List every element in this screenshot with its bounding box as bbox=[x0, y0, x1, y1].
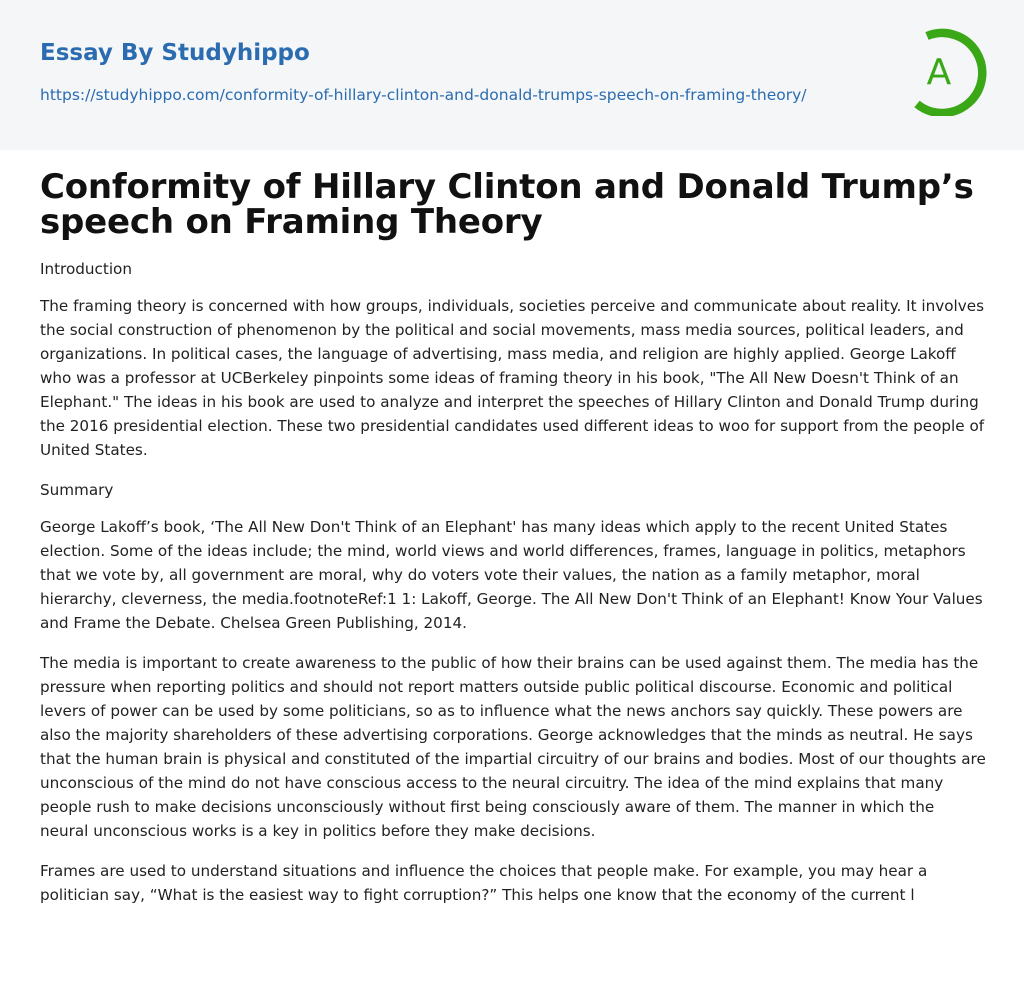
summary-paragraph-2: The media is important to create awareness to the public of how their brains can be used against them. The media has the pressure when reporting politics and should not report matters outside public political discourse. Economic and political levers of power can be used by some politicians, so as to influence what the news anchors say quickly. These powers are also the majority shareholders of these advertising corporations. George acknowledges that the minds as neutral. He says that the human brain is physical and constituted of the impartial circuitry of our brains and bodies. Most of our thoughts are unconscious of the mind do not have conscious access to the neural circuitry. The idea of the mind explains that many people rush to make decisions unconsciously without first being consciously aware of them. The manner in which the neural unconscious works is a key in politics before they make decisions. bbox=[40, 654, 986, 840]
site-header bbox=[0, 0, 1024, 150]
essay-title: Conformity of Hillary Clinton and Donald Trump’s speech on Framing Theory bbox=[40, 167, 974, 242]
summary-heading: Summary bbox=[40, 481, 114, 499]
introduction-paragraph: The framing theory is concerned with how groups, individuals, societies perceive and communicate about reality. It involves the social construction of phenomenon by the political and social movements, mass media sources, political leaders, and organizations. In political cases, the language of advertising, mass media, and religion are highly applied. George Lakoff who was a professor at UCBerkeley pinpoints some ideas of framing theory in his book, "The All New Doesn't Think of an Elephant." The ideas in his book are used to analyze and interpret the speeches of Hillary Clinton and Donald Trump during the 2016 presidential election. These two presidential candidates used different ideas to woo for support from the people of United States. bbox=[40, 297, 985, 459]
brand-title[interactable]: Essay By Studyhippo bbox=[40, 40, 310, 66]
logo-letter: A bbox=[926, 52, 952, 93]
introduction-heading: Introduction bbox=[40, 260, 132, 278]
essay-url-link[interactable]: https://studyhippo.com/conformity-of-hillary-clinton-and-donald-trumps-speech-on-framing-theory/ bbox=[40, 86, 807, 104]
summary-paragraph-3: Frames are used to understand situations and influence the choices that people make. For example, you may hear a politician say, “What is the easiest way to fight corruption?” This helps one know that the economy of the current l bbox=[40, 862, 928, 904]
studyhippo-logo-icon[interactable] bbox=[905, 28, 989, 116]
essay-content bbox=[40, 167, 986, 907]
summary-paragraph-1: George Lakoff’s book, ‘The All New Don't Think of an Elephant' has many ideas which apply to the recent United States election. Some of the ideas include; the mind, world views and world differences, frames, language in politics, metaphors that we vote by, all government are moral, why do voters vote their values, the nation as a family metaphor, moral hierarchy, cleverness, the media.footnoteRef:1 1: Lakoff, George. The All New Don't Think of an Elephant! Know Your Values and Frame the Debate. Chelsea Green Publishing, 2014. bbox=[40, 518, 983, 632]
